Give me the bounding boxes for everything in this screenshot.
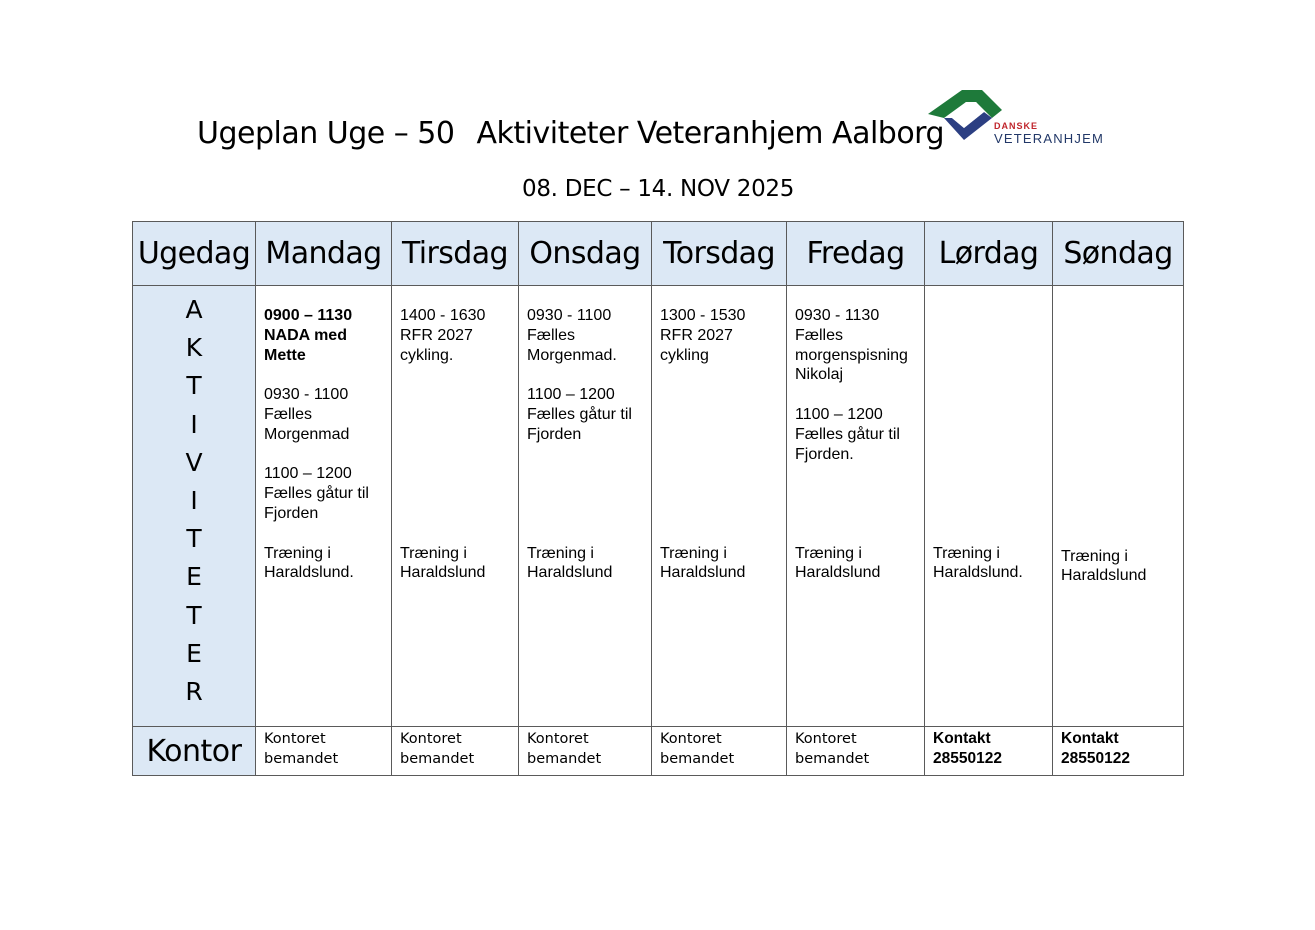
header-day: Tirsdag	[392, 222, 519, 286]
kontor-line: Kontakt	[1061, 730, 1119, 747]
week-plan-table	[132, 221, 1184, 776]
training-line: Træning i	[527, 544, 594, 562]
training-block	[264, 544, 391, 584]
activity-line: cykling	[660, 346, 709, 364]
kontor-line: Kontoret	[527, 731, 589, 747]
kontor-cell	[1053, 727, 1184, 776]
training-block	[933, 544, 1052, 584]
training-line: Haraldslund.	[933, 564, 1023, 582]
training-block	[795, 544, 924, 584]
activities-row	[133, 286, 1184, 727]
training-line: Træning i	[795, 544, 862, 562]
activity-line: 1100 – 1200	[795, 405, 883, 423]
activity-line: Mette	[264, 346, 306, 364]
training-line: Træning i	[660, 544, 727, 562]
activity-cell	[256, 286, 392, 727]
kontor-cell	[256, 727, 392, 776]
training-line: Træning i	[1061, 547, 1128, 565]
kontor-line: bemandet	[660, 751, 735, 767]
side-letter: E	[186, 638, 202, 668]
activity-line: Fælles gåtur til	[527, 405, 632, 423]
training-line: Haraldslund	[1061, 567, 1147, 585]
activity-cell	[652, 286, 787, 727]
activity-line: Morgenmad	[264, 425, 350, 443]
activity-line: 1100 – 1200	[264, 465, 352, 483]
activity-line: Fjorden	[527, 425, 582, 443]
activity-line: NADA med	[264, 326, 347, 344]
side-letter: E	[186, 562, 202, 592]
title-week: Ugeplan Uge – 50	[197, 116, 455, 151]
activity-line: Fælles	[264, 405, 313, 423]
activity-line: Fælles gåtur til	[264, 485, 369, 503]
activity-line: 1400 - 1630	[400, 307, 486, 324]
activity-line: Fjorden	[264, 504, 319, 522]
title-activities: Aktiviteter Veteranhjem Aalborg	[476, 116, 945, 151]
kontor-line: bemandet	[400, 751, 475, 767]
training-line: Haraldslund	[660, 564, 746, 582]
side-letter: A	[185, 295, 203, 324]
header-day: Torsdag	[652, 222, 787, 286]
kontor-line: Kontoret	[264, 731, 326, 747]
kontor-cell	[519, 727, 652, 776]
kontor-line: bemandet	[264, 751, 339, 767]
activity-line: 0930 - 1130	[795, 307, 880, 324]
activity-block	[795, 405, 924, 464]
training-block	[527, 544, 651, 584]
training-line: Haraldslund	[795, 564, 881, 582]
kontor-line: 28550122	[1061, 750, 1130, 767]
side-letter: T	[186, 371, 202, 401]
activity-line: RFR 2027	[660, 326, 733, 344]
page-title	[197, 116, 944, 151]
training-line: Haraldslund.	[264, 564, 354, 582]
date-range: 08. DEC – 14. NOV 2025	[522, 176, 795, 202]
activity-line: 0930 - 1100	[264, 386, 349, 404]
training-line: Træning i	[264, 544, 331, 562]
activity-block	[527, 306, 651, 365]
activity-line: morgenspisning	[795, 346, 908, 364]
training-line: Haraldslund	[527, 564, 613, 582]
activity-line: Fjorden.	[795, 445, 854, 463]
activity-block	[264, 306, 391, 365]
header-day: Mandag	[256, 222, 392, 286]
activity-line: 0930 - 1100	[527, 307, 612, 324]
activity-line: Nikolaj	[795, 366, 844, 384]
activity-cell	[787, 286, 925, 727]
activity-block	[264, 385, 391, 444]
activity-line: RFR 2027	[400, 326, 473, 344]
training-block	[660, 544, 786, 584]
activity-block	[400, 306, 518, 365]
danske-veteranhjem-logo	[926, 88, 1126, 152]
side-letter: T	[186, 600, 202, 630]
activity-block	[795, 306, 924, 385]
activity-line: Fælles gåtur til	[795, 425, 900, 443]
kontor-cell	[392, 727, 519, 776]
kontor-line: Kontoret	[660, 731, 722, 747]
activity-line: 1100 – 1200	[527, 386, 615, 404]
activity-line: Fælles	[527, 326, 576, 344]
activity-block	[527, 385, 651, 444]
kontor-row	[133, 727, 1184, 776]
training-line: Haraldslund	[400, 564, 486, 582]
logo-text-danske: DANSKE	[994, 121, 1039, 131]
activity-line: cykling.	[400, 346, 454, 364]
kontor-line: Kontoret	[400, 731, 462, 747]
side-letter: V	[185, 447, 203, 477]
activity-line: Fælles	[795, 326, 844, 344]
side-letter: R	[185, 677, 203, 707]
header-ugedag: Ugedag	[133, 222, 256, 286]
header-day: Søndag	[1053, 222, 1184, 286]
training-line: Træning i	[400, 544, 467, 562]
kontor-line: bemandet	[795, 751, 870, 767]
activity-line: Morgenmad.	[527, 346, 617, 364]
activity-line: 1300 - 1530	[660, 307, 746, 324]
side-letter: T	[186, 524, 202, 554]
training-block	[1061, 547, 1183, 587]
logo-text-veteranhjem: VETERANHJEM	[994, 131, 1104, 146]
kontor-line: Kontoret	[795, 731, 857, 747]
activity-cell	[1053, 286, 1184, 727]
header-row	[133, 222, 1184, 286]
activity-block	[660, 306, 786, 365]
kontor-cell	[787, 727, 925, 776]
training-line: Træning i	[933, 544, 1000, 562]
side-letter: I	[190, 409, 198, 439]
activity-cell	[519, 286, 652, 727]
side-letter: I	[190, 486, 198, 516]
activity-block	[264, 464, 391, 523]
training-block	[400, 544, 518, 584]
activity-cell	[925, 286, 1053, 727]
header-day: Onsdag	[519, 222, 652, 286]
kontor-cell	[925, 727, 1053, 776]
activity-cell	[392, 286, 519, 727]
side-letter: K	[185, 333, 203, 363]
header-day: Fredag	[787, 222, 925, 286]
kontor-line: bemandet	[527, 751, 602, 767]
aktiviteter-label	[133, 286, 256, 727]
kontor-cell	[652, 727, 787, 776]
header-day: Lørdag	[925, 222, 1053, 286]
kontor-label: Kontor	[133, 727, 256, 776]
kontor-line: Kontakt	[933, 730, 991, 747]
kontor-line: 28550122	[933, 750, 1002, 767]
activity-line: 0900 – 1130	[264, 307, 353, 324]
